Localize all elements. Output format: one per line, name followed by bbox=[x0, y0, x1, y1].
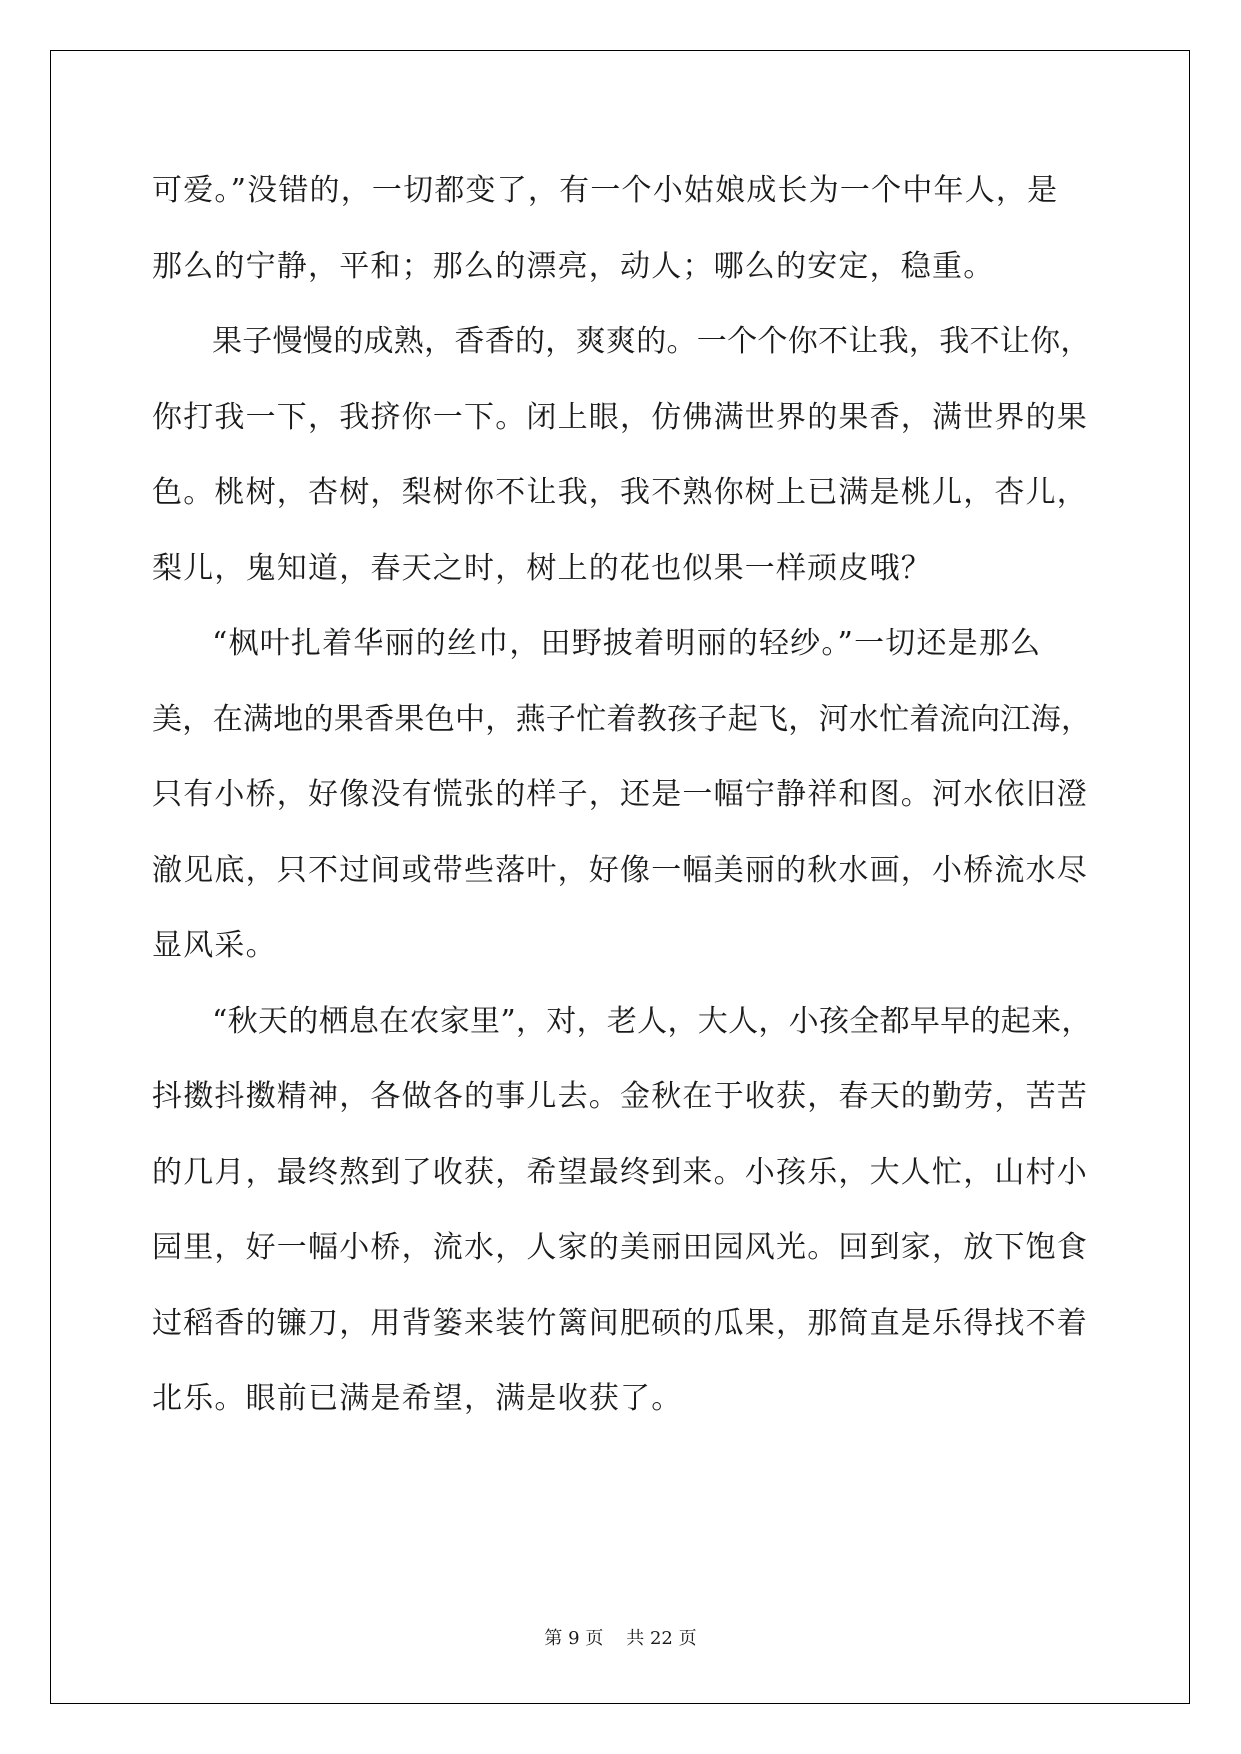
document-body bbox=[152, 153, 1092, 1437]
text-line: “秋天的栖息在农家里”，对，老人，大人，小孩全都早早的起来， bbox=[212, 1003, 1092, 1039]
text-line: 美，在满地的果香果色中，燕子忙着教孩子起飞，河水忙着流向江海， bbox=[152, 701, 1092, 737]
page-footer bbox=[0, 1624, 1241, 1650]
text-line: 只有小桥，好像没有慌张的样子，还是一幅宁静祥和图。河水依旧澄 bbox=[152, 777, 1088, 812]
text-line: 澈见底，只不过间或带些落叶，好像一幅美丽的秋水画，小桥流水尽 bbox=[152, 852, 1088, 888]
text-line: 园里，好一幅小桥，流水，人家的美丽田园风光。回到家，放下饱食 bbox=[152, 1230, 1088, 1265]
text-line: 北乐。眼前已满是希望，满是收获了。 bbox=[152, 1381, 683, 1416]
page-total: 共 22 页 bbox=[626, 1628, 697, 1649]
text-line: 的几月，最终熬到了收获，希望最终到来。小孩乐，大人忙，山村小 bbox=[152, 1154, 1088, 1190]
text-line: 显风采。 bbox=[152, 928, 277, 963]
text-line: 你打我一下，我挤你一下。闭上眼，仿佛满世界的果香，满世界的果 bbox=[152, 399, 1088, 435]
page-number: 第 9 页 bbox=[544, 1628, 604, 1649]
text-line: 果子慢慢的成熟，香香的，爽爽的。一个个你不让我，我不让你， bbox=[212, 324, 1091, 359]
text-line: “枫叶扎着华丽的丝巾，田野披着明丽的轻纱。”一切还是那么 bbox=[212, 626, 1042, 661]
text-line: 那么的宁静，平和；那么的漂亮，动人；哪么的安定，稳重。 bbox=[152, 248, 995, 284]
text-line: 可爱。”没错的，一切都变了，有一个小姑娘成长为一个中年人，是 bbox=[152, 173, 1059, 208]
text-line: 色。桃树，杏树，梨树你不让我，我不熟你树上已满是桃儿，杏儿， bbox=[152, 475, 1088, 510]
text-line: 抖擞抖擞精神，各做各的事儿去。金秋在于收获，春天的勤劳，苦苦 bbox=[152, 1079, 1088, 1114]
text-line: 过稻香的镰刀，用背篓来装竹篱间肥硕的瓜果，那简直是乐得找不着 bbox=[152, 1305, 1088, 1341]
text-line: 梨儿，鬼知道，春天之时，树上的花也似果一样顽皮哦？ bbox=[152, 550, 932, 586]
